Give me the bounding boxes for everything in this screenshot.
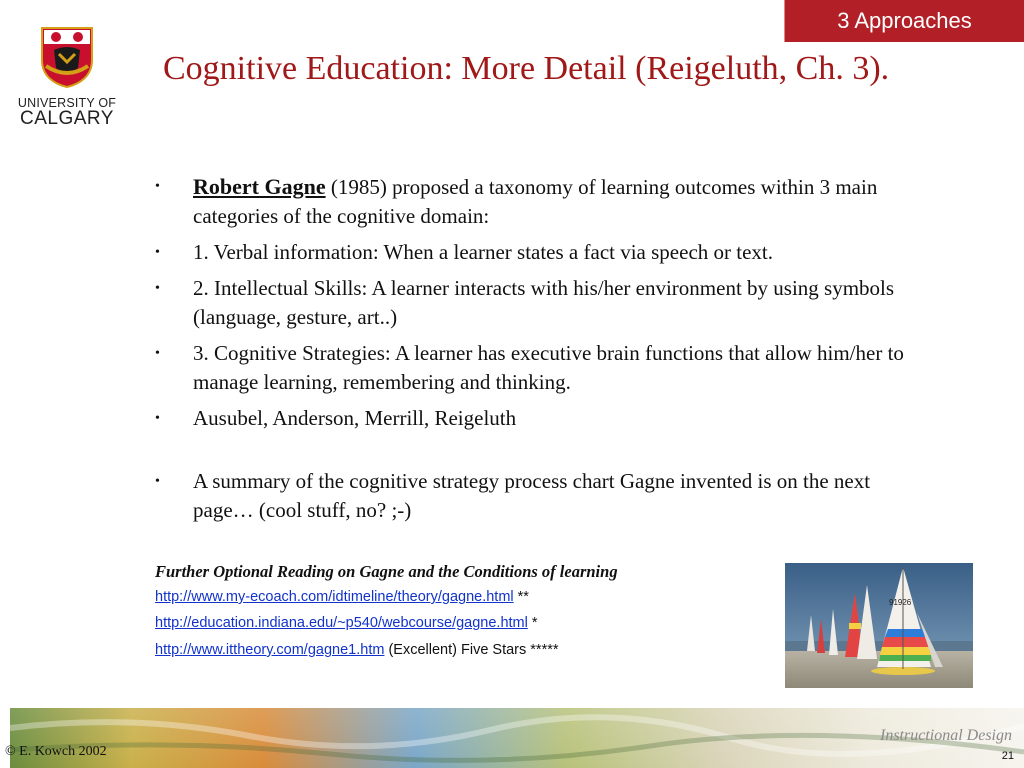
bullet-item — [155, 274, 935, 332]
link-rating: (Excellent) Five Stars ***** — [384, 642, 559, 658]
bullet-text: 1. Verbal information: When a learner states a fact via speech or text. — [193, 240, 773, 264]
page-number: 21 — [1001, 750, 1014, 762]
copyright: © E. Kowch 2002 — [5, 744, 107, 759]
bullet-text: 2. Intellectual Skills: A learner interacts with his/her environment by using symbols (language, gesture, art..) — [193, 276, 895, 329]
university-logo — [12, 22, 122, 134]
reading-link[interactable]: http://www.my-ecoach.com/idtimeline/theory/gagne.html — [155, 589, 514, 605]
bullet-item — [155, 467, 935, 525]
bullet-text: Ausubel, Anderson, Merrill, Reigeluth — [193, 406, 517, 430]
reading-link[interactable]: http://www.ittheory.com/gagne1.htm — [155, 642, 385, 658]
bullet-list — [155, 172, 935, 532]
bullet-item — [155, 339, 935, 397]
bullet-dot-icon: • — [155, 474, 160, 489]
bullet-text: A summary of the cognitive strategy process chart Gagne invented is on the next page… (cool stuff, no? ;-) — [193, 469, 871, 522]
footer-decoration — [10, 708, 1024, 768]
bullet-dot-icon: • — [155, 245, 160, 260]
crest-icon — [40, 26, 94, 88]
link-rating: ** — [513, 589, 529, 605]
sailboat-photo — [785, 563, 973, 688]
university-name-line2: CALGARY — [20, 108, 114, 129]
bullet-text: (1985) proposed a taxonomy of learning outcomes within 3 main categories of the cognitive domain: — [193, 175, 878, 228]
university-name-line1: UNIVERSITY OF — [17, 96, 117, 110]
bullet-dot-icon: • — [155, 346, 160, 361]
link-rating: * — [527, 615, 538, 631]
reading-link-row — [155, 615, 538, 631]
bullet-dot-icon: • — [155, 281, 160, 296]
bullet-dot-icon: • — [155, 411, 160, 426]
bullet-item — [155, 404, 935, 433]
reading-link-row — [155, 589, 529, 605]
sail-number: 91926 — [889, 598, 912, 607]
bullet-item — [155, 238, 935, 267]
reading-link-row — [155, 642, 559, 658]
section-tag: 3 Approaches — [784, 0, 1024, 42]
further-reading-heading: Further Optional Reading on Gagne and the Conditions of learning — [155, 562, 618, 581]
bullet-dot-icon: • — [155, 179, 160, 194]
bullet-item — [155, 172, 935, 231]
bullet-text: 3. Cognitive Strategies: A learner has executive brain functions that allow him/her to manage learning, remembering and thinking. — [193, 341, 904, 394]
reading-link[interactable]: http://education.indiana.edu/~p540/webcourse/gagne.html — [155, 615, 528, 631]
footer-title: Instructional Design — [880, 727, 1012, 744]
gagne-name: Robert Gagne — [193, 174, 326, 199]
slide-title: Cognitive Education: More Detail (Reigeluth, Ch. 3). — [163, 50, 890, 87]
